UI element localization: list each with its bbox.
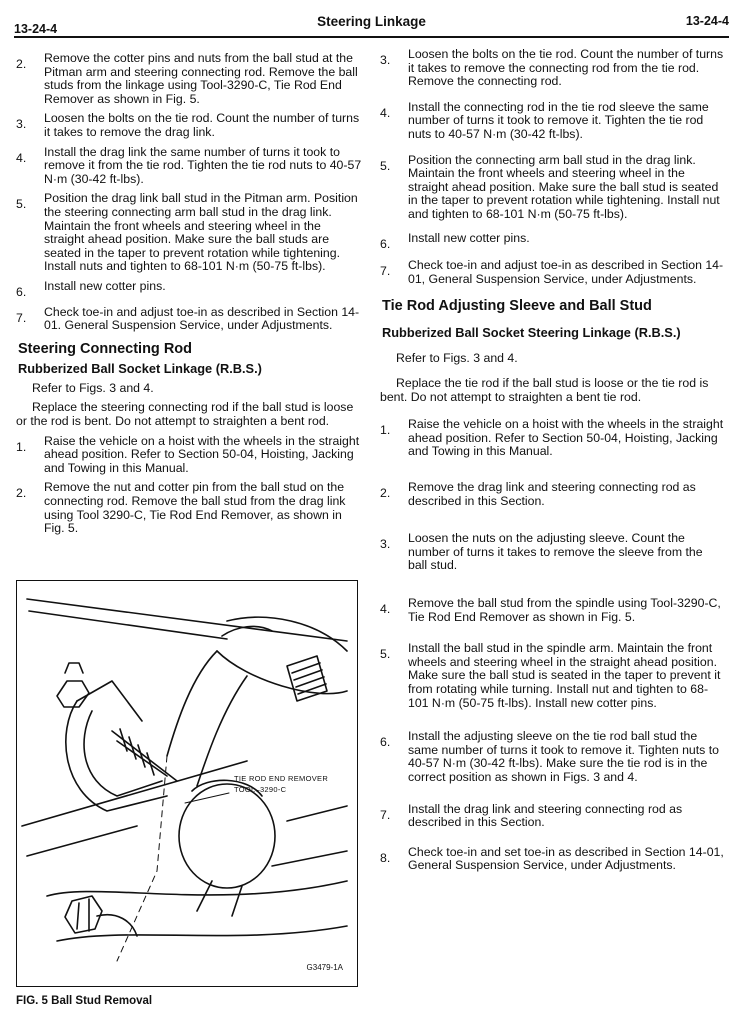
step-number: 7. (16, 310, 27, 325)
step-number: 4. (380, 105, 391, 120)
procedure-step (16, 146, 362, 187)
step-number: 8. (380, 850, 391, 865)
tool-label-line2: TOOL–3290-C (234, 785, 287, 794)
procedure-step (380, 232, 725, 252)
step-text: Install the drag link the same number of turns it took to remove it from the tie rod. Tighten the tie rod nuts to 40-57 N·m (30-42 ft-lbs). (44, 144, 362, 186)
step-number: 3. (16, 117, 27, 132)
step-number: 2. (16, 486, 27, 501)
figure-caption: FIG. 5 Ball Stud Removal (16, 995, 153, 1007)
refer-text: Refer to Figs. 3 and 4. (396, 350, 518, 365)
procedure-step (380, 259, 725, 286)
step-text: Position the connecting arm ball stud in the drag link. Maintain the front wheels and steering wheel in the straight ahead position. Make sure the ball stud is seated in the taper to prevent rotation while tightening. Install nut and tighten to 68-101 N·m (50-75 ft-lbs). (408, 152, 720, 221)
page-header (14, 12, 729, 38)
step-text: Check toe-in and set toe-in as described in Section 14-01, General Suspension Service, under Adjustments. (408, 844, 724, 873)
procedure-step (16, 280, 362, 300)
step-text: Install the ball stud in the spindle arm. Maintain the front wheels and steering wheel in the straight ahead position. Make sure the ball stud is seated in the taper to prevent it from rotating while turning. Install nut and tighten to 68-101 N·m (50-75 ft-lbs). Install new cotter pins. (408, 641, 721, 710)
tool-label-line1: TIE ROD END REMOVER (234, 774, 329, 783)
step-number: 3. (380, 53, 391, 67)
step-number: 2. (380, 486, 391, 501)
page-number-right: 13-24-4 (685, 14, 729, 28)
procedure-step (380, 597, 725, 624)
procedure-step (380, 730, 725, 784)
procedure-step (16, 306, 362, 333)
step-text: Install new cotter pins. (408, 230, 530, 245)
procedure-step (380, 418, 725, 459)
intro-text: Replace the steering connecting rod if the ball stud is loose or the rod is bent. Do not attempt to straighten a bent rod. (16, 400, 354, 429)
step-number: 6. (380, 735, 391, 750)
step-text: Raise the vehicle on a hoist with the wheels in the straight ahead position. Refer to Section 50-04, Hoisting, Jacking and Towing in this Manual. (408, 417, 724, 459)
procedure-step (380, 532, 725, 573)
procedure-step (380, 48, 725, 89)
procedure-step (16, 112, 362, 139)
step-text: Remove the drag link and steering connecting rod as described in this Section. (408, 480, 696, 508)
procedure-step (380, 101, 725, 142)
procedure-step (380, 154, 725, 222)
step-number: 5. (380, 158, 391, 173)
step-text: Install the drag link and steering connecting rod as described in this Section. (408, 801, 683, 830)
step-number: 1. (16, 439, 27, 454)
left-column (16, 52, 362, 542)
procedure-step (380, 803, 725, 830)
procedure-step (380, 481, 725, 508)
step-number: 5. (380, 647, 391, 662)
step-text: Position the drag link ball stud in the Pitman arm. Position the steering connecting arm ball stud in the drag link. Maintain the front wheels and steering wheel in the straight ahead position. Make sure the ball studs are seated in the taper to prevent rotation while tightening. Install nuts and tighten to 68-101 N·m (50-75 ft-lbs). (44, 191, 358, 274)
step-text: Check toe-in and adjust toe-in as described in Section 14-01. General Suspension Service, under Adjustments. (44, 304, 360, 333)
step-text: Loosen the nuts on the adjusting sleeve. Count the number of turns it takes to remove the sleeve from the ball stud. (408, 531, 703, 573)
right-column (380, 48, 725, 879)
procedure-step (16, 52, 362, 106)
intro-text: Replace the tie rod if the ball stud is loose or the tie rod is bent. Do not attempt to straighten a bent tie rod. (380, 376, 709, 404)
step-text: Install the connecting rod in the tie rod sleeve the same number of turns it took to remove it. Tighten the tie rod nuts to 40-57 N·m (30-42 ft-lbs). (408, 99, 709, 141)
step-number: 4. (16, 150, 27, 165)
page-number-left: 13-24-4 (14, 22, 58, 36)
subsection-heading: Rubberized Ball Socket Linkage (R.B.S.) (18, 361, 262, 377)
step-number: 7. (380, 264, 391, 279)
step-text: Raise the vehicle on a hoist with the wheels in the straight ahead position. Refer to Section 50-04, Hoisting, Jacking and Towing in this Manual. (44, 433, 360, 475)
subsection-heading: Rubberized Ball Socket Steering Linkage (R.B.S.) (382, 324, 681, 340)
step-text: Install the adjusting sleeve on the tie rod ball stud the same number of turns it took to remove it. Tighten nuts to 40-57 N·m (30-42 ft-lbs). Make sure the tie rod is in the correct position as shown in Figs. 3 and 4. (408, 729, 719, 784)
ball-stud-removal-illustration (17, 581, 357, 986)
step-number: 7. (380, 807, 391, 822)
step-text: Check toe-in and adjust toe-in as described in Section 14-01, General Suspension Service, under Adjustments. (408, 258, 724, 286)
page-title: Steering Linkage (317, 14, 426, 29)
figure-id: G3479-1A (306, 963, 343, 972)
step-number: 4. (380, 602, 391, 617)
step-number: 3. (380, 537, 391, 552)
step-number: 1. (380, 423, 391, 438)
step-text: Install new cotter pins. (44, 278, 166, 293)
step-number: 6. (380, 236, 391, 251)
procedure-step (380, 846, 725, 873)
procedure-step (16, 192, 362, 274)
step-text: Loosen the bolts on the tie rod. Count the number of turns it takes to remove the connecting rod from the tie rod. Remove the connecting rod. (408, 47, 724, 89)
step-number: 2. (16, 57, 27, 71)
step-number: 5. (16, 197, 27, 212)
step-text: Remove the ball stud from the spindle using Tool-3290-C, Tie Rod End Remover as shown in Fig. 5. (408, 596, 721, 624)
step-text: Loosen the bolts on the tie rod. Count the number of turns it takes to remove the drag link. (44, 111, 360, 139)
section-heading: Steering Connecting Rod (18, 340, 192, 357)
step-number: 6. (16, 284, 27, 299)
step-text: Remove the cotter pins and nuts from the ball stud at the Pitman arm and steering connecting rod. Remove the ball studs from the linkage using Tool-3290-C, Tie Rod End Remover as shown in Fig. 5. (44, 51, 358, 106)
refer-text: Refer to Figs. 3 and 4. (32, 380, 154, 395)
procedure-step (380, 642, 725, 710)
procedure-step (16, 481, 362, 535)
step-text: Remove the nut and cotter pin from the ball stud on the connecting rod. Remove the ball stud from the drag link using Tool 3290-C, Tie Rod End Remover, as shown in Fig. 5. (44, 480, 346, 536)
figure-ball-stud-removal (16, 580, 358, 987)
procedure-step (16, 435, 362, 476)
section-heading: Tie Rod Adjusting Sleeve and Ball Stud (382, 298, 652, 315)
